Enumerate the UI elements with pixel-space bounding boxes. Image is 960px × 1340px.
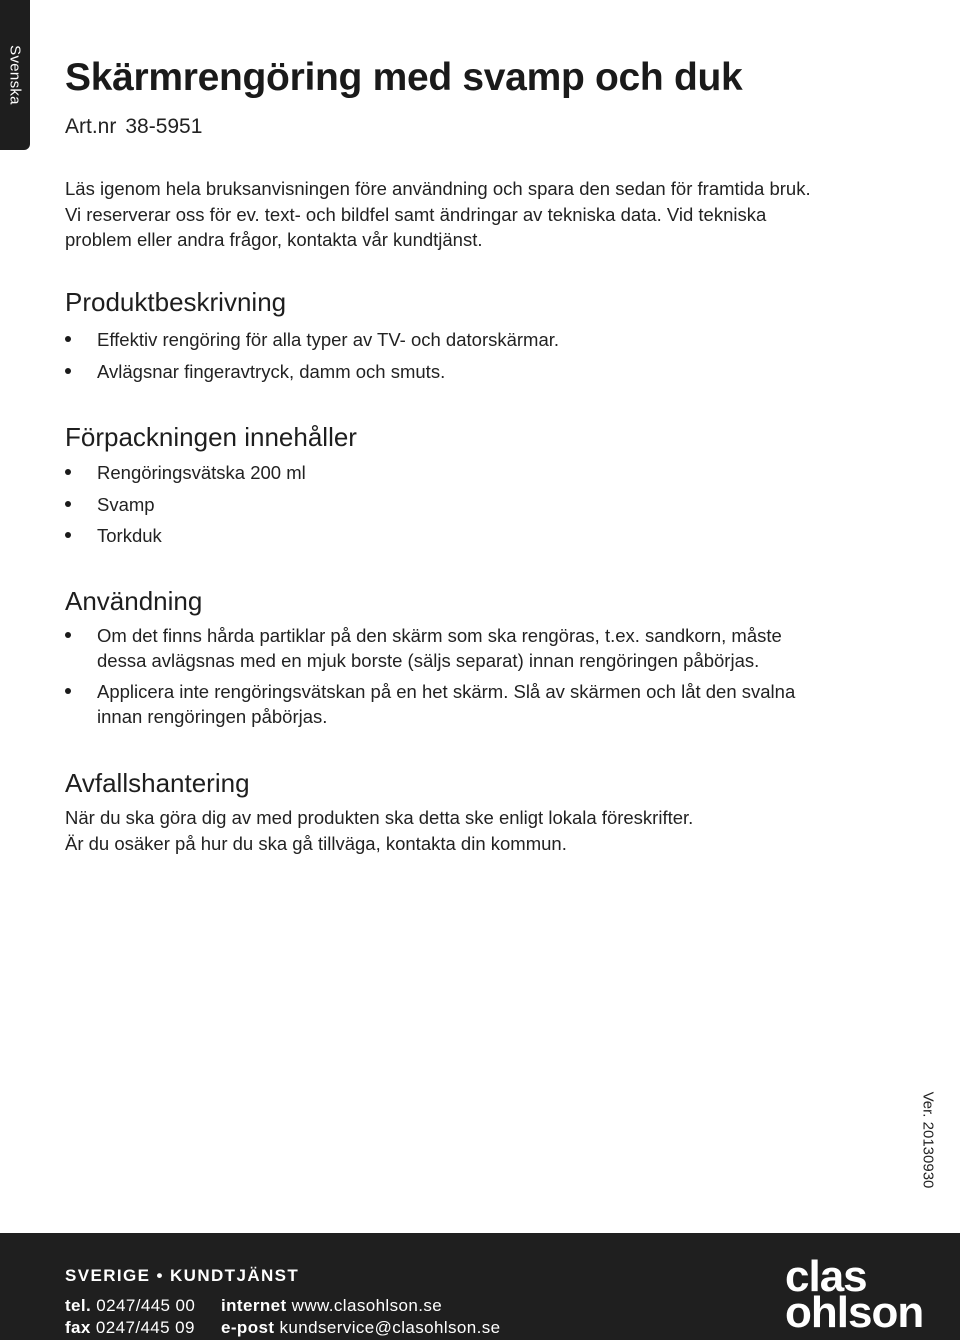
list-item: [65, 679, 795, 729]
list-item-line: Applicera inte rengöringsvätskan på en het skärm. Slå av skärmen och låt den svalna: [97, 681, 796, 702]
usage-heading: Användning: [65, 586, 203, 616]
language-tab-label: Svenska: [6, 45, 24, 105]
intro-paragraph: [65, 176, 811, 253]
list-item: Avlägsnar fingeravtryck, damm och smuts.: [65, 359, 559, 391]
product-description-list: [65, 327, 559, 390]
version-label: [916, 1090, 940, 1200]
package-contents-list: [65, 460, 306, 555]
article-number-value: 38-5951: [125, 115, 203, 138]
brand-logo: [785, 1252, 924, 1337]
list-item: Svamp: [65, 492, 306, 524]
tel-number: 0247/445 00: [96, 1296, 196, 1315]
list-item: Rengöringsvätska 200 ml: [65, 460, 306, 492]
fax-label: fax: [65, 1318, 91, 1337]
list-item-line: innan rengöringen påbörjas.: [97, 706, 328, 727]
list-item-line: Om det finns hårda partiklar på den skärm som ska rengöras, t.ex. sandkorn, måste: [97, 625, 782, 646]
intro-line: Vi reserverar oss för ev. text- och bildfel samt ändringar av tekniska data. Vid tekniska: [65, 203, 767, 225]
article-number-label: Art.nr: [65, 115, 117, 138]
list-item: [65, 623, 795, 673]
list-item: Effektiv rengöring för alla typer av TV- och datorskärmar.: [65, 327, 559, 359]
disposal-paragraph: [65, 805, 693, 856]
article-number: [65, 115, 202, 139]
logo-line: ohlson: [785, 1288, 924, 1337]
footer-contact-row: [65, 1296, 443, 1316]
disposal-line: När du ska göra dig av med produkten ska detta ske enligt lokala föreskrifter.: [65, 807, 694, 828]
disposal-heading: Avfallshantering: [65, 768, 250, 798]
internet-label: internet: [221, 1296, 287, 1315]
intro-line: problem eller andra frågor, kontakta vår kundtjänst.: [65, 229, 483, 250]
footer-contact-row: [65, 1318, 501, 1338]
product-description-heading: Produktbeskrivning: [65, 287, 287, 317]
footer: [0, 1233, 960, 1340]
language-tab: [0, 0, 30, 150]
intro-line: Läs igenom hela bruksanvisningen före användning och spara den sedan för framtida bruk.: [65, 178, 811, 199]
email-link[interactable]: kundservice@clasohlson.se: [279, 1318, 501, 1337]
internet-group: [221, 1296, 442, 1316]
fax-number: 0247/445 09: [95, 1318, 195, 1337]
tel-label: tel.: [65, 1296, 92, 1315]
footer-heading: SVERIGE • KUNDTJÄNST: [65, 1266, 300, 1285]
website-link[interactable]: www.clasohlson.se: [291, 1296, 443, 1315]
email-group: [221, 1318, 501, 1338]
package-contents-heading: Förpackningen innehåller: [65, 422, 357, 452]
version-text: Ver. 20130930: [919, 1091, 937, 1189]
page-title: Skärmrengöring med svamp och duk: [65, 56, 743, 99]
list-item: Torkduk: [65, 523, 306, 555]
list-item-line: dessa avlägsnas med en mjuk borste (säljs separat) innan rengöringen påbörjas.: [97, 650, 760, 671]
usage-list: [65, 623, 795, 735]
email-label: e-post: [221, 1318, 275, 1337]
disposal-line: Är du osäker på hur du ska gå tillväga, kontakta din kommun.: [65, 832, 567, 854]
logo-line: clas: [785, 1252, 867, 1301]
